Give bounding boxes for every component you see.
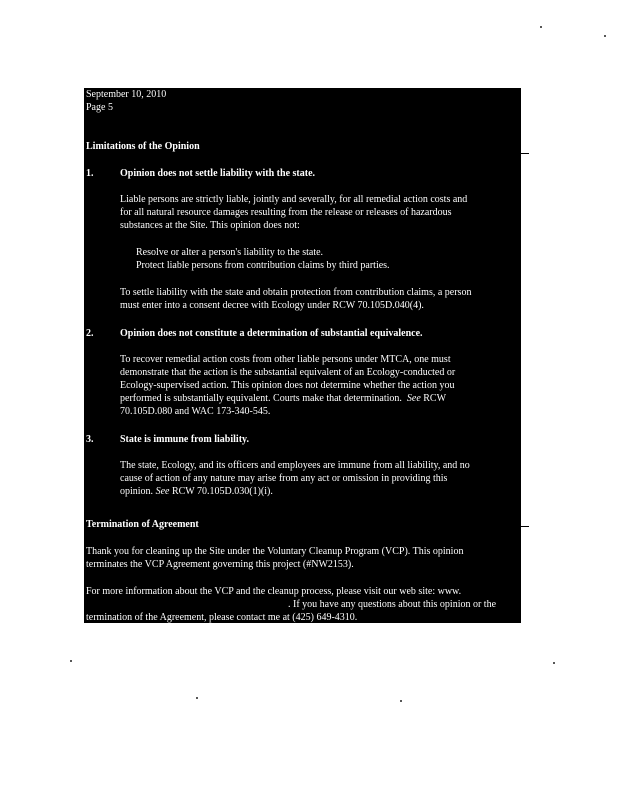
scan-speck	[196, 697, 198, 699]
paragraph-line	[120, 219, 300, 232]
item-number: 2.	[86, 328, 94, 339]
scan-speck	[400, 700, 402, 702]
scan-speck	[70, 660, 72, 662]
see-reference: See	[155, 486, 170, 497]
termination-heading: Termination of Agreement	[86, 519, 199, 530]
paragraph-line: termination of the Agreement, please contact me at (425) 649-4310.	[86, 612, 358, 623]
scan-speck	[604, 35, 606, 37]
bullet-item: Protect liable persons from contribution claims by third parties.	[136, 260, 390, 271]
paragraph-line: must enter into a consent decree with Ecology under RCW 70.105D.040(4).	[120, 300, 424, 311]
page-number: Page 5	[86, 102, 113, 113]
reference-text: RCW 70.105D.030(1)(i).	[169, 486, 273, 497]
paragraph-line: For more information about the VCP and the cleanup process, please visit our web site: www.	[86, 586, 462, 597]
scan-speck	[553, 662, 555, 664]
document-page	[84, 88, 521, 623]
paragraph-line	[120, 392, 446, 405]
paragraph-line: cause of action of any nature may arise from any act or omission in providing this	[120, 473, 448, 484]
see-reference: See	[406, 393, 421, 404]
paragraph-text: performed is substantially equivalent. Courts make that determination.	[120, 393, 402, 404]
paragraph-line: 70.105D.080 and WAC 173-340-545.	[120, 406, 271, 417]
reference-text: RCW	[420, 393, 447, 404]
paragraph-line: To recover remedial action costs from other liable persons under MTCA, one must	[120, 354, 451, 365]
item-title: Opinion does not settle liability with the state.	[120, 168, 316, 179]
scan-speck	[540, 26, 542, 28]
paragraph-line: To settle liability with the state and obtain protection from contribution claims, a person	[120, 287, 472, 298]
bullet-item: Resolve or alter a person's liability to the state.	[136, 247, 324, 258]
paragraph-line: Ecology-supervised action. This opinion does not determine whether the action you	[120, 380, 455, 391]
paragraph-line: demonstrate that the action is the substantial equivalent of an Ecology-conducted or	[120, 367, 456, 378]
paragraph-text: opinion.	[120, 486, 156, 497]
paragraph-line: for all natural resource damages resulting from the release or releases of hazardous	[120, 207, 452, 218]
paragraph-line: Thank you for cleaning up the Site under the Voluntary Cleanup Program (VCP). This opinion	[86, 546, 464, 557]
paragraph-line: The state, Ecology, and its officers and employees are immune from all liability, and no	[120, 460, 470, 471]
paragraph-line: Liable persons are strictly liable, jointly and severally, for all remedial action costs and	[120, 194, 468, 205]
item-title: State is immune from liability.	[120, 434, 249, 445]
margin-mark	[521, 526, 529, 527]
paragraph-line: terminates the VCP Agreement governing this project (#NW2153).	[86, 559, 354, 570]
margin-mark	[521, 153, 529, 154]
limitations-heading: Limitations of the Opinion	[86, 141, 200, 152]
paragraph-line	[120, 485, 273, 498]
letter-date: September 10, 2010	[86, 89, 167, 100]
item-number: 3.	[86, 434, 94, 445]
item-title: Opinion does not constitute a determination of substantial equivalence.	[120, 328, 423, 339]
paragraph-line: . If you have any questions about this opinion or the	[288, 599, 497, 610]
item-number: 1.	[86, 168, 94, 179]
paragraph-text: substances at the Site. This opinion does not:	[120, 220, 300, 231]
